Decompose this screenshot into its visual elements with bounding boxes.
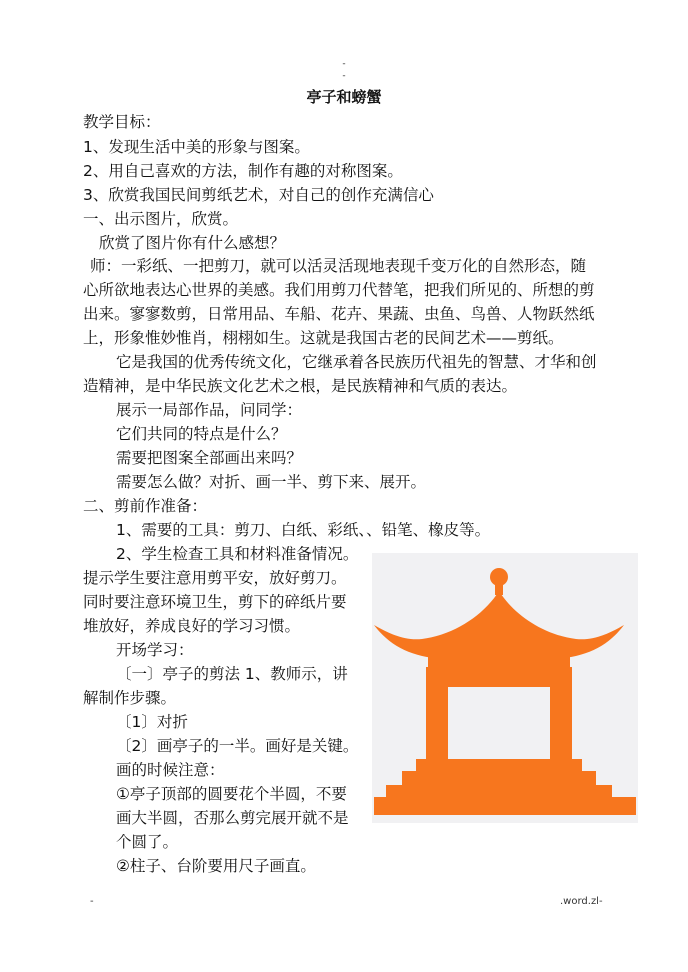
text-line: 〔一〕亭子的剪法 1、教师示，讲: [116, 665, 348, 683]
text-line: 〔2〕画亭子的一半。画好是关键。: [116, 737, 359, 755]
text-line: ②柱子、台阶要用尺子画直。: [116, 857, 316, 875]
text-line: 它们共同的特点是什么？: [116, 425, 287, 443]
footer-left: -: [90, 896, 94, 907]
text-line: 需要把图案全部画出来吗？: [116, 449, 303, 467]
text-line: 提示学生要注意用剪平安，放好剪刀。: [83, 569, 347, 587]
text-line: 一、出示图片，欣赏。: [83, 210, 239, 228]
text-line: 需要怎么做？对折、画一半、剪下来、展开。: [116, 473, 427, 491]
text-line: 出来。寥寥数剪，日常用品、车船、花卉、果蔬、虫鱼、鸟兽、人物跃然纸: [83, 305, 595, 323]
text-line: 上，形象惟妙惟肖，栩栩如生。这就是我国古老的民间艺术——剪纸。: [83, 329, 564, 347]
text-line: 1、需要的工具：剪刀、白纸、彩纸、、铅笔、橡皮等。: [116, 521, 491, 539]
text-line: 教学目标：: [83, 113, 161, 131]
pavilion-papercut-image: [372, 553, 638, 823]
text-line: 二、剪前作准备：: [83, 497, 208, 515]
text-line: 欣赏了图片你有什么感想？: [99, 234, 286, 252]
text-line: 师：一彩纸、一把剪刀，就可以活灵活现地表现千变万化的自然形态，随: [90, 257, 587, 275]
pavilion-papercut-icon: [372, 553, 638, 823]
text-line: 2、用自己喜欢的方法，制作有趣的对称图案。: [83, 162, 403, 180]
text-line: 堆放好，养成良好的学习习惯。: [83, 617, 301, 635]
text-line: ①亭子顶部的圆要花个半圆，不要: [116, 785, 347, 803]
footer-right: .word.zl-: [560, 896, 603, 907]
text-line: 3、欣赏我国民间剪纸艺术，对自己的创作充满信心: [83, 186, 434, 204]
text-line: 画大半圆，否那么剪完展开就不是: [116, 809, 349, 827]
text-line: 1、发现生活中美的形象与图案。: [83, 138, 310, 156]
header-mark-top: -: [342, 59, 346, 69]
header-mark-bottom: -: [342, 71, 346, 81]
text-line: 同时要注意环境卫生，剪下的碎纸片要: [83, 593, 347, 611]
document-title: 亭子和螃蟹: [306, 88, 382, 106]
text-line: 画的时候注意：: [116, 761, 225, 779]
text-line: 开场学习：: [116, 641, 194, 659]
text-line: 造精神，是中华民族文化艺术之根，是民族精神和气质的表达。: [83, 377, 518, 395]
text-line: 它是我国的优秀传统文化，它继承着各民族历代祖先的智慧、才华和创: [116, 353, 597, 371]
text-line: 展示一局部作品，问同学：: [116, 401, 303, 419]
text-line: 心所欲地表达心世界的美感。我们用剪刀代替笔，把我们所见的、所想的剪: [83, 281, 595, 299]
text-line: 〔1〕对折: [116, 713, 188, 731]
text-line: 解制作步骤。: [83, 689, 177, 707]
text-line: 2、学生检查工具和材料准备情况。: [116, 545, 359, 563]
text-line: 个圆了。: [116, 833, 179, 851]
